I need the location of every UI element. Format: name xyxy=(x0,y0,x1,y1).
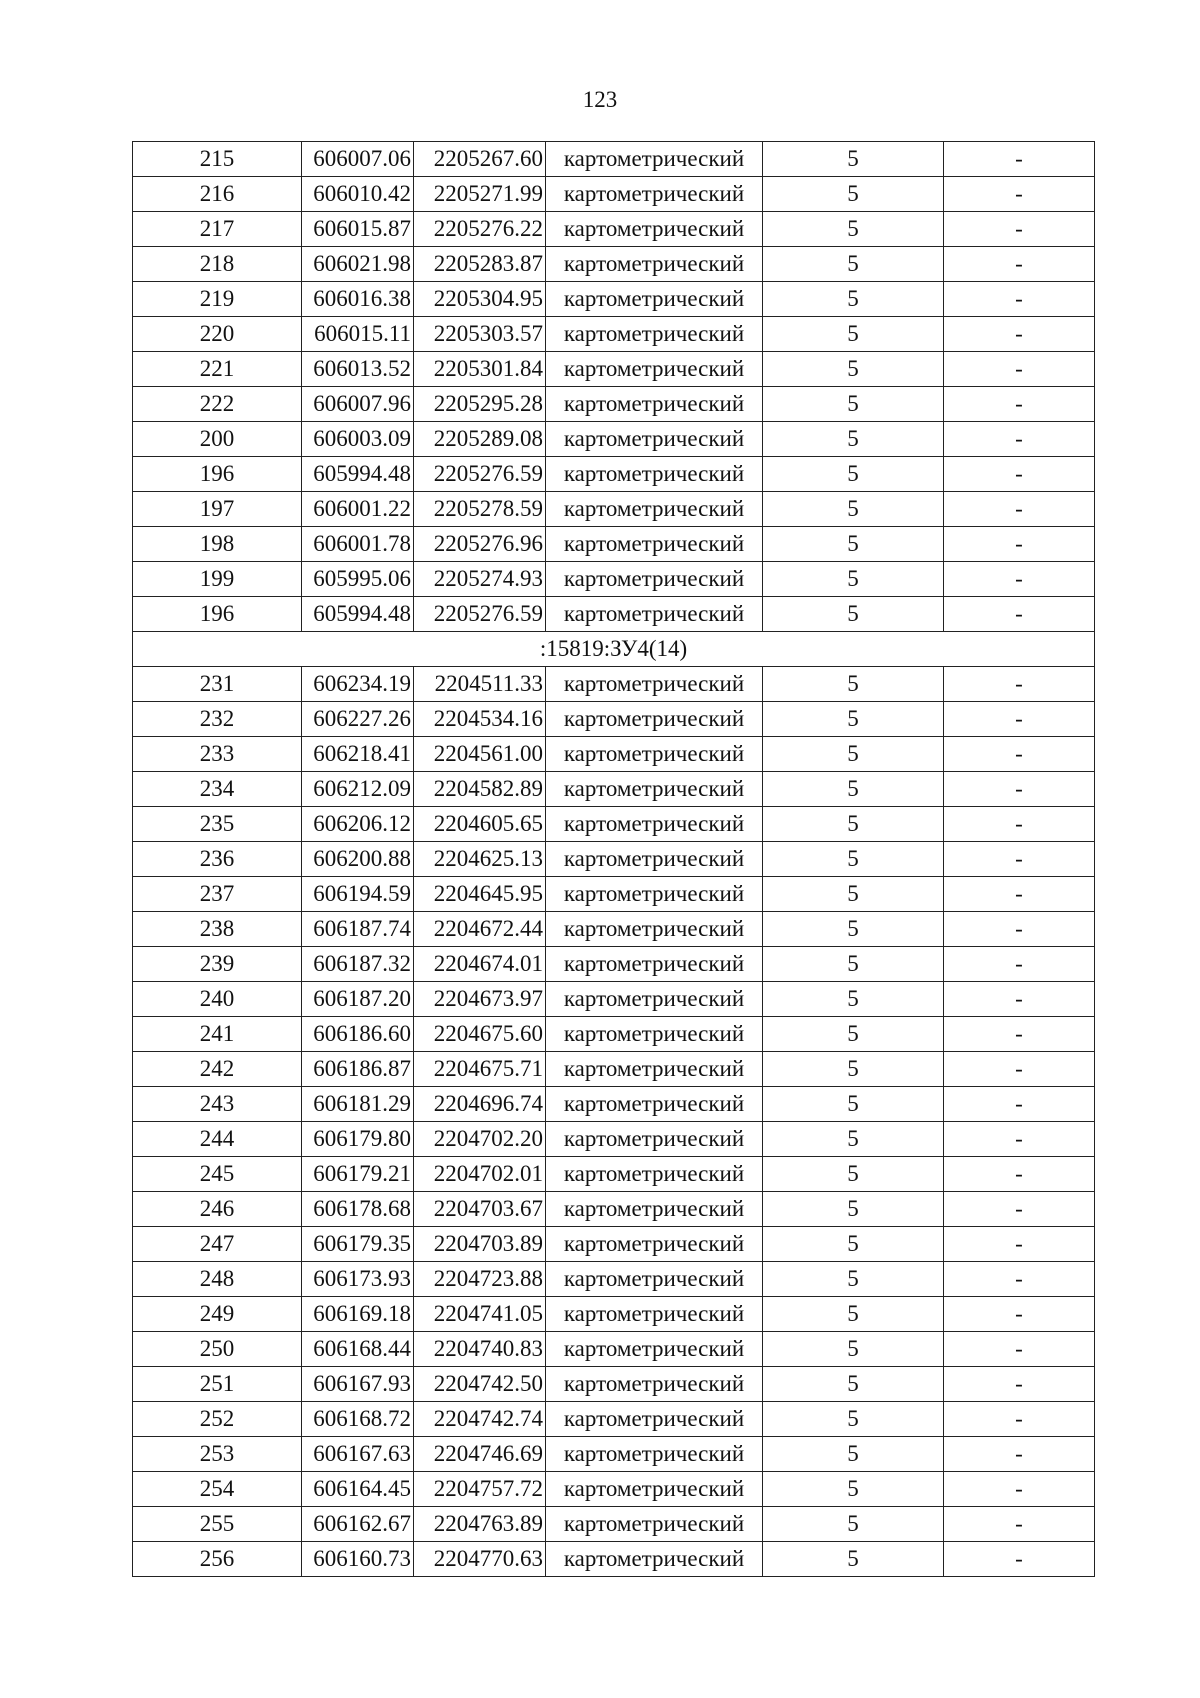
description-cell: - xyxy=(944,1402,1095,1437)
table-row xyxy=(133,142,1095,177)
accuracy-cell: 5 xyxy=(763,1122,944,1157)
accuracy-cell: 5 xyxy=(763,1192,944,1227)
accuracy-cell: 5 xyxy=(763,457,944,492)
coordinate-x: 606167.63 xyxy=(302,1437,414,1472)
description-cell: - xyxy=(944,352,1095,387)
coordinate-x: 606227.26 xyxy=(302,702,414,737)
method-cell: картометрический xyxy=(546,1367,763,1402)
point-number: 200 xyxy=(133,422,302,457)
coordinate-x: 606187.74 xyxy=(302,912,414,947)
point-number: 245 xyxy=(133,1157,302,1192)
method-cell: картометрический xyxy=(546,842,763,877)
coordinate-y: 2204645.95 xyxy=(414,877,546,912)
point-number: 240 xyxy=(133,982,302,1017)
method-cell: картометрический xyxy=(546,422,763,457)
method-cell: картометрический xyxy=(546,142,763,177)
table-row xyxy=(133,1262,1095,1297)
coordinate-x: 606186.87 xyxy=(302,1052,414,1087)
method-cell: картометрический xyxy=(546,667,763,702)
point-number: 248 xyxy=(133,1262,302,1297)
table-row xyxy=(133,807,1095,842)
accuracy-cell: 5 xyxy=(763,422,944,457)
description-cell: - xyxy=(944,457,1095,492)
accuracy-cell: 5 xyxy=(763,1367,944,1402)
coordinate-y: 2205278.59 xyxy=(414,492,546,527)
method-cell: картометрический xyxy=(546,1472,763,1507)
coordinate-x: 606016.38 xyxy=(302,282,414,317)
description-cell: - xyxy=(944,1367,1095,1402)
method-cell: картометрический xyxy=(546,1332,763,1367)
coordinate-x: 606160.73 xyxy=(302,1542,414,1577)
point-number: 219 xyxy=(133,282,302,317)
coordinate-x: 606001.22 xyxy=(302,492,414,527)
coordinate-y: 2204702.01 xyxy=(414,1157,546,1192)
method-cell: картометрический xyxy=(546,247,763,282)
point-number: 199 xyxy=(133,562,302,597)
coordinate-y: 2204674.01 xyxy=(414,947,546,982)
description-cell: - xyxy=(944,1122,1095,1157)
coordinate-y: 2204740.83 xyxy=(414,1332,546,1367)
coordinate-x: 606013.52 xyxy=(302,352,414,387)
description-cell: - xyxy=(944,562,1095,597)
coordinate-y: 2205271.99 xyxy=(414,177,546,212)
point-number: 242 xyxy=(133,1052,302,1087)
coordinate-y: 2204511.33 xyxy=(414,667,546,702)
point-number: 221 xyxy=(133,352,302,387)
point-number: 255 xyxy=(133,1507,302,1542)
point-number: 252 xyxy=(133,1402,302,1437)
coordinate-x: 605994.48 xyxy=(302,457,414,492)
point-number: 198 xyxy=(133,527,302,562)
point-number: 244 xyxy=(133,1122,302,1157)
accuracy-cell: 5 xyxy=(763,1017,944,1052)
description-cell: - xyxy=(944,1052,1095,1087)
point-number: 246 xyxy=(133,1192,302,1227)
accuracy-cell: 5 xyxy=(763,212,944,247)
coordinate-y: 2205289.08 xyxy=(414,422,546,457)
description-cell: - xyxy=(944,912,1095,947)
table-row xyxy=(133,1542,1095,1577)
coordinate-y: 2204742.50 xyxy=(414,1367,546,1402)
table-row xyxy=(133,1367,1095,1402)
method-cell: картометрический xyxy=(546,1157,763,1192)
description-cell: - xyxy=(944,212,1095,247)
table-row xyxy=(133,492,1095,527)
coordinate-x: 606200.88 xyxy=(302,842,414,877)
accuracy-cell: 5 xyxy=(763,1157,944,1192)
coordinate-y: 2204675.71 xyxy=(414,1052,546,1087)
description-cell: - xyxy=(944,737,1095,772)
description-cell: - xyxy=(944,947,1095,982)
coordinate-x: 606010.42 xyxy=(302,177,414,212)
coordinate-x: 606186.60 xyxy=(302,1017,414,1052)
coordinate-x: 606179.21 xyxy=(302,1157,414,1192)
method-cell: картометрический xyxy=(546,1017,763,1052)
point-number: 239 xyxy=(133,947,302,982)
coordinate-x: 606234.19 xyxy=(302,667,414,702)
table-row xyxy=(133,702,1095,737)
description-cell: - xyxy=(944,982,1095,1017)
coordinate-y: 2205303.57 xyxy=(414,317,546,352)
description-cell: - xyxy=(944,387,1095,422)
coordinate-y: 2204770.63 xyxy=(414,1542,546,1577)
coordinate-x: 606021.98 xyxy=(302,247,414,282)
accuracy-cell: 5 xyxy=(763,247,944,282)
coordinate-x: 606168.44 xyxy=(302,1332,414,1367)
method-cell: картометрический xyxy=(546,597,763,632)
coordinate-x: 606218.41 xyxy=(302,737,414,772)
method-cell: картометрический xyxy=(546,527,763,562)
point-number: 238 xyxy=(133,912,302,947)
point-number: 216 xyxy=(133,177,302,212)
table-row xyxy=(133,562,1095,597)
accuracy-cell: 5 xyxy=(763,1262,944,1297)
coordinate-y: 2205267.60 xyxy=(414,142,546,177)
coordinate-x: 606206.12 xyxy=(302,807,414,842)
method-cell: картометрический xyxy=(546,807,763,842)
coordinate-y: 2205295.28 xyxy=(414,387,546,422)
description-cell: - xyxy=(944,1227,1095,1262)
description-cell: - xyxy=(944,1297,1095,1332)
method-cell: картометрический xyxy=(546,1297,763,1332)
description-cell: - xyxy=(944,842,1095,877)
method-cell: картометрический xyxy=(546,912,763,947)
table-row xyxy=(133,1332,1095,1367)
method-cell: картометрический xyxy=(546,877,763,912)
accuracy-cell: 5 xyxy=(763,142,944,177)
coordinate-y: 2204625.13 xyxy=(414,842,546,877)
table-row xyxy=(133,912,1095,947)
method-cell: картометрический xyxy=(546,387,763,422)
coordinate-x: 606187.20 xyxy=(302,982,414,1017)
table-row xyxy=(133,247,1095,282)
method-cell: картометрический xyxy=(546,1052,763,1087)
description-cell: - xyxy=(944,702,1095,737)
point-number: 234 xyxy=(133,772,302,807)
coordinate-y: 2204703.89 xyxy=(414,1227,546,1262)
table-row xyxy=(133,842,1095,877)
coordinate-y: 2204763.89 xyxy=(414,1507,546,1542)
method-cell: картометрический xyxy=(546,352,763,387)
table-row xyxy=(133,422,1095,457)
coordinate-y: 2205301.84 xyxy=(414,352,546,387)
method-cell: картометрический xyxy=(546,177,763,212)
description-cell: - xyxy=(944,527,1095,562)
coordinate-y: 2205283.87 xyxy=(414,247,546,282)
point-number: 250 xyxy=(133,1332,302,1367)
method-cell: картометрический xyxy=(546,772,763,807)
coordinate-y: 2204703.67 xyxy=(414,1192,546,1227)
method-cell: картометрический xyxy=(546,282,763,317)
point-number: 253 xyxy=(133,1437,302,1472)
accuracy-cell: 5 xyxy=(763,597,944,632)
point-number: 196 xyxy=(133,457,302,492)
point-number: 232 xyxy=(133,702,302,737)
description-cell: - xyxy=(944,1472,1095,1507)
method-cell: картометрический xyxy=(546,212,763,247)
point-number: 243 xyxy=(133,1087,302,1122)
coordinate-y: 2204757.72 xyxy=(414,1472,546,1507)
coordinate-y: 2204605.65 xyxy=(414,807,546,842)
table-row xyxy=(133,387,1095,422)
table-row xyxy=(133,177,1095,212)
accuracy-cell: 5 xyxy=(763,982,944,1017)
accuracy-cell: 5 xyxy=(763,912,944,947)
coordinate-x: 606179.80 xyxy=(302,1122,414,1157)
coordinate-y: 2204534.16 xyxy=(414,702,546,737)
description-cell: - xyxy=(944,1542,1095,1577)
description-cell: - xyxy=(944,492,1095,527)
coordinate-y: 2204672.44 xyxy=(414,912,546,947)
table-row xyxy=(133,1297,1095,1332)
description-cell: - xyxy=(944,807,1095,842)
coordinate-x: 606162.67 xyxy=(302,1507,414,1542)
table-row xyxy=(133,1472,1095,1507)
accuracy-cell: 5 xyxy=(763,947,944,982)
accuracy-cell: 5 xyxy=(763,1507,944,1542)
point-number: 231 xyxy=(133,667,302,702)
coordinate-y: 2204741.05 xyxy=(414,1297,546,1332)
coordinate-x: 606181.29 xyxy=(302,1087,414,1122)
method-cell: картометрический xyxy=(546,737,763,772)
section-header-row xyxy=(133,632,1095,667)
table-row xyxy=(133,1192,1095,1227)
method-cell: картометрический xyxy=(546,982,763,1017)
table-row xyxy=(133,1017,1095,1052)
accuracy-cell: 5 xyxy=(763,352,944,387)
accuracy-cell: 5 xyxy=(763,1087,944,1122)
coordinate-x: 606187.32 xyxy=(302,947,414,982)
accuracy-cell: 5 xyxy=(763,702,944,737)
accuracy-cell: 5 xyxy=(763,527,944,562)
table-row xyxy=(133,982,1095,1017)
point-number: 235 xyxy=(133,807,302,842)
table-row xyxy=(133,212,1095,247)
point-number: 247 xyxy=(133,1227,302,1262)
table-row xyxy=(133,352,1095,387)
accuracy-cell: 5 xyxy=(763,492,944,527)
table-row xyxy=(133,1122,1095,1157)
coordinate-y: 2205276.96 xyxy=(414,527,546,562)
point-number: 233 xyxy=(133,737,302,772)
accuracy-cell: 5 xyxy=(763,1542,944,1577)
table-row xyxy=(133,317,1095,352)
method-cell: картометрический xyxy=(546,702,763,737)
description-cell: - xyxy=(944,1017,1095,1052)
table-row xyxy=(133,1227,1095,1262)
accuracy-cell: 5 xyxy=(763,842,944,877)
accuracy-cell: 5 xyxy=(763,317,944,352)
method-cell: картометрический xyxy=(546,1507,763,1542)
coordinate-y: 2204723.88 xyxy=(414,1262,546,1297)
point-number: 196 xyxy=(133,597,302,632)
point-number: 256 xyxy=(133,1542,302,1577)
description-cell: - xyxy=(944,1157,1095,1192)
coordinate-x: 606003.09 xyxy=(302,422,414,457)
coordinate-y: 2204746.69 xyxy=(414,1437,546,1472)
coordinate-x: 606015.87 xyxy=(302,212,414,247)
coordinate-x: 606169.18 xyxy=(302,1297,414,1332)
coordinate-x: 606007.96 xyxy=(302,387,414,422)
coordinate-y: 2205276.59 xyxy=(414,457,546,492)
table-row xyxy=(133,772,1095,807)
accuracy-cell: 5 xyxy=(763,737,944,772)
table-row xyxy=(133,527,1095,562)
coordinate-x: 606194.59 xyxy=(302,877,414,912)
accuracy-cell: 5 xyxy=(763,1297,944,1332)
coordinate-y: 2204696.74 xyxy=(414,1087,546,1122)
coordinate-x: 606001.78 xyxy=(302,527,414,562)
point-number: 249 xyxy=(133,1297,302,1332)
description-cell: - xyxy=(944,317,1095,352)
table-row xyxy=(133,667,1095,702)
method-cell: картометрический xyxy=(546,562,763,597)
description-cell: - xyxy=(944,877,1095,912)
accuracy-cell: 5 xyxy=(763,177,944,212)
coordinate-x: 606007.06 xyxy=(302,142,414,177)
table-row xyxy=(133,947,1095,982)
coordinate-y: 2204702.20 xyxy=(414,1122,546,1157)
description-cell: - xyxy=(944,1332,1095,1367)
table-row xyxy=(133,1507,1095,1542)
coordinate-y: 2204582.89 xyxy=(414,772,546,807)
coordinates-table xyxy=(132,141,1095,1577)
table-row xyxy=(133,282,1095,317)
accuracy-cell: 5 xyxy=(763,1227,944,1262)
method-cell: картометрический xyxy=(546,317,763,352)
description-cell: - xyxy=(944,142,1095,177)
method-cell: картометрический xyxy=(546,457,763,492)
description-cell: - xyxy=(944,422,1095,457)
method-cell: картометрический xyxy=(546,1262,763,1297)
coordinate-x: 606168.72 xyxy=(302,1402,414,1437)
coordinate-x: 605994.48 xyxy=(302,597,414,632)
coordinate-y: 2205304.95 xyxy=(414,282,546,317)
point-number: 218 xyxy=(133,247,302,282)
coordinate-x: 606179.35 xyxy=(302,1227,414,1262)
coordinate-y: 2205276.59 xyxy=(414,597,546,632)
coordinate-y: 2204673.97 xyxy=(414,982,546,1017)
page-number: 123 xyxy=(582,87,618,112)
method-cell: картометрический xyxy=(546,947,763,982)
point-number: 241 xyxy=(133,1017,302,1052)
point-number: 197 xyxy=(133,492,302,527)
coordinate-y: 2205276.22 xyxy=(414,212,546,247)
point-number: 251 xyxy=(133,1367,302,1402)
point-number: 217 xyxy=(133,212,302,247)
description-cell: - xyxy=(944,177,1095,212)
coordinates-table-body xyxy=(133,142,1095,1577)
description-cell: - xyxy=(944,1437,1095,1472)
table-row xyxy=(133,737,1095,772)
table-row xyxy=(133,1402,1095,1437)
description-cell: - xyxy=(944,1262,1095,1297)
method-cell: картометрический xyxy=(546,1087,763,1122)
table-row xyxy=(133,1157,1095,1192)
description-cell: - xyxy=(944,667,1095,702)
accuracy-cell: 5 xyxy=(763,1472,944,1507)
accuracy-cell: 5 xyxy=(763,772,944,807)
point-number: 237 xyxy=(133,877,302,912)
method-cell: картометрический xyxy=(546,1542,763,1577)
description-cell: - xyxy=(944,1192,1095,1227)
coordinate-y: 2204561.00 xyxy=(414,737,546,772)
coordinate-x: 606164.45 xyxy=(302,1472,414,1507)
description-cell: - xyxy=(944,1087,1095,1122)
table-row xyxy=(133,1052,1095,1087)
description-cell: - xyxy=(944,597,1095,632)
description-cell: - xyxy=(944,772,1095,807)
description-cell: - xyxy=(944,247,1095,282)
table-row xyxy=(133,1087,1095,1122)
coordinate-x: 606173.93 xyxy=(302,1262,414,1297)
point-number: 222 xyxy=(133,387,302,422)
accuracy-cell: 5 xyxy=(763,1332,944,1367)
accuracy-cell: 5 xyxy=(763,1402,944,1437)
accuracy-cell: 5 xyxy=(763,667,944,702)
coordinate-x: 606167.93 xyxy=(302,1367,414,1402)
accuracy-cell: 5 xyxy=(763,1437,944,1472)
coordinate-x: 606178.68 xyxy=(302,1192,414,1227)
method-cell: картометрический xyxy=(546,1227,763,1262)
method-cell: картометрический xyxy=(546,1402,763,1437)
table-row xyxy=(133,877,1095,912)
accuracy-cell: 5 xyxy=(763,807,944,842)
coordinate-x: 606212.09 xyxy=(302,772,414,807)
point-number: 236 xyxy=(133,842,302,877)
method-cell: картометрический xyxy=(546,492,763,527)
method-cell: картометрический xyxy=(546,1122,763,1157)
accuracy-cell: 5 xyxy=(763,562,944,597)
section-title: :15819:ЗУ4(14) xyxy=(133,632,1095,667)
accuracy-cell: 5 xyxy=(763,877,944,912)
table-row xyxy=(133,1437,1095,1472)
point-number: 215 xyxy=(133,142,302,177)
coordinate-y: 2204675.60 xyxy=(414,1017,546,1052)
table-row xyxy=(133,597,1095,632)
description-cell: - xyxy=(944,1507,1095,1542)
accuracy-cell: 5 xyxy=(763,387,944,422)
accuracy-cell: 5 xyxy=(763,282,944,317)
coordinate-y: 2205274.93 xyxy=(414,562,546,597)
method-cell: картометрический xyxy=(546,1192,763,1227)
coordinate-y: 2204742.74 xyxy=(414,1402,546,1437)
table-row xyxy=(133,457,1095,492)
point-number: 220 xyxy=(133,317,302,352)
description-cell: - xyxy=(944,282,1095,317)
point-number: 254 xyxy=(133,1472,302,1507)
method-cell: картометрический xyxy=(546,1437,763,1472)
coordinate-x: 606015.11 xyxy=(302,317,414,352)
coordinate-x: 605995.06 xyxy=(302,562,414,597)
accuracy-cell: 5 xyxy=(763,1052,944,1087)
